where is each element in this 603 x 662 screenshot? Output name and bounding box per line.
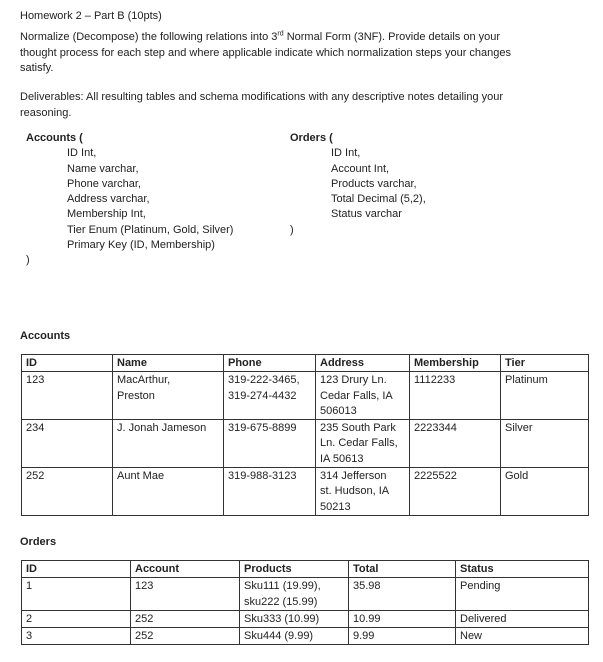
deliverables-line-2: reasoning. bbox=[20, 106, 72, 119]
column-header-account: Account bbox=[131, 561, 240, 578]
column-header-address: Address bbox=[316, 355, 410, 372]
orders-schema-close: ) bbox=[290, 224, 294, 236]
cell-id: 3 bbox=[22, 628, 131, 645]
cell-tier: Gold bbox=[501, 468, 589, 516]
cell-id: 2 bbox=[22, 610, 131, 627]
cell-phone: 319-988-3123 bbox=[224, 468, 316, 516]
cell-membership: 2225522 bbox=[410, 468, 501, 516]
schema-field: Status varchar bbox=[331, 208, 402, 221]
column-header-id: ID bbox=[22, 355, 113, 372]
schema-field: ID Int, bbox=[67, 147, 97, 160]
accounts-schema-header: Accounts ( bbox=[26, 132, 83, 144]
accounts-schema-fields bbox=[26, 146, 233, 253]
cell-total: 35.98 bbox=[349, 578, 456, 611]
cell-address: 123 Drury Ln. Cedar Falls, IA 506013 bbox=[316, 372, 410, 420]
cell-address: 235 South Park Ln. Cedar Falls, IA 50613 bbox=[316, 420, 410, 468]
cell-membership: 2223344 bbox=[410, 420, 501, 468]
cell-phone: 319-675-8899 bbox=[224, 420, 316, 468]
table-row bbox=[22, 610, 589, 627]
schema-field: Total Decimal (5,2), bbox=[331, 193, 426, 206]
cell-status: New bbox=[456, 628, 589, 645]
orders-schema bbox=[290, 131, 426, 223]
cell-id: 234 bbox=[22, 420, 113, 468]
column-header-status: Status bbox=[456, 561, 589, 578]
cell-products: Sku333 (10.99) bbox=[240, 610, 349, 627]
column-header-tier: Tier bbox=[501, 355, 589, 372]
table-row bbox=[22, 420, 589, 468]
instructions-paragraph bbox=[20, 30, 590, 77]
cell-name: J. Jonah Jameson bbox=[113, 420, 224, 468]
orders-table-caption: Orders bbox=[20, 536, 57, 548]
table-row bbox=[22, 372, 589, 420]
schema-field: Account Int, bbox=[331, 162, 390, 175]
orders-table bbox=[21, 560, 589, 645]
cell-status: Pending bbox=[456, 578, 589, 611]
cell-products: Sku444 (9.99) bbox=[240, 628, 349, 645]
cell-total: 10.99 bbox=[349, 610, 456, 627]
cell-name: MacArthur, Preston bbox=[113, 372, 224, 420]
cell-tier: Platinum bbox=[501, 372, 589, 420]
cell-address: 314 Jefferson st. Hudson, IA 50213 bbox=[316, 468, 410, 516]
column-header-total: Total bbox=[349, 561, 456, 578]
cell-products: Sku111 (19.99), sku222 (15.99) bbox=[240, 578, 349, 611]
cell-id: 252 bbox=[22, 468, 113, 516]
instructions-line-3: satisfy. bbox=[20, 62, 54, 74]
column-header-name: Name bbox=[113, 355, 224, 372]
table-header-row bbox=[22, 561, 589, 578]
schema-field: Phone varchar, bbox=[67, 177, 141, 190]
table-row bbox=[22, 578, 589, 611]
schema-field: Name varchar, bbox=[67, 162, 139, 175]
ordinal-suffix: rd bbox=[277, 30, 284, 38]
cell-account: 252 bbox=[131, 610, 240, 627]
cell-name: Aunt Mae bbox=[113, 468, 224, 516]
deliverables-line-1: Deliverables: All resulting tables and schema modifications with any descriptive notes detailing your bbox=[20, 91, 504, 103]
cell-account: 252 bbox=[131, 628, 240, 645]
instructions-line-1: Normalize (Decompose) the following relations into 3rd Normal Form (3NF). Provide details on your bbox=[20, 30, 501, 43]
cell-id: 123 bbox=[22, 372, 113, 420]
schema-field: Tier Enum (Platinum, Gold, Silver) bbox=[67, 223, 234, 236]
cell-account: 123 bbox=[131, 578, 240, 611]
cell-membership: 1112233 bbox=[410, 372, 501, 420]
column-header-id: ID bbox=[22, 561, 131, 578]
schema-field: Address varchar, bbox=[67, 193, 150, 206]
column-header-membership: Membership bbox=[410, 355, 501, 372]
column-header-products: Products bbox=[240, 561, 349, 578]
cell-status: Delivered bbox=[456, 610, 589, 627]
accounts-table bbox=[21, 354, 589, 516]
page-title: Homework 2 – Part B (10pts) bbox=[20, 10, 162, 22]
schema-field: Primary Key (ID, Membership) bbox=[67, 239, 215, 252]
column-header-phone: Phone bbox=[224, 355, 316, 372]
accounts-table-caption: Accounts bbox=[20, 330, 71, 342]
orders-schema-header: Orders ( bbox=[290, 132, 333, 144]
accounts-schema bbox=[26, 131, 233, 253]
orders-schema-fields bbox=[290, 146, 426, 222]
cell-tier: Silver bbox=[501, 420, 589, 468]
table-row bbox=[22, 628, 589, 645]
accounts-schema-close: ) bbox=[26, 254, 30, 266]
table-header-row bbox=[22, 355, 589, 372]
table-row bbox=[22, 468, 589, 516]
deliverables-paragraph bbox=[20, 90, 590, 121]
schema-field: Membership Int, bbox=[67, 208, 146, 221]
cell-id: 1 bbox=[22, 578, 131, 611]
cell-total: 9.99 bbox=[349, 628, 456, 645]
cell-phone: 319-222-3465, 319-274-4432 bbox=[224, 372, 316, 420]
schema-field: ID Int, bbox=[331, 147, 361, 160]
schema-field: Products varchar, bbox=[331, 177, 417, 190]
instructions-line-2: thought process for each step and where applicable indicate which normalization steps your changes bbox=[20, 46, 512, 59]
